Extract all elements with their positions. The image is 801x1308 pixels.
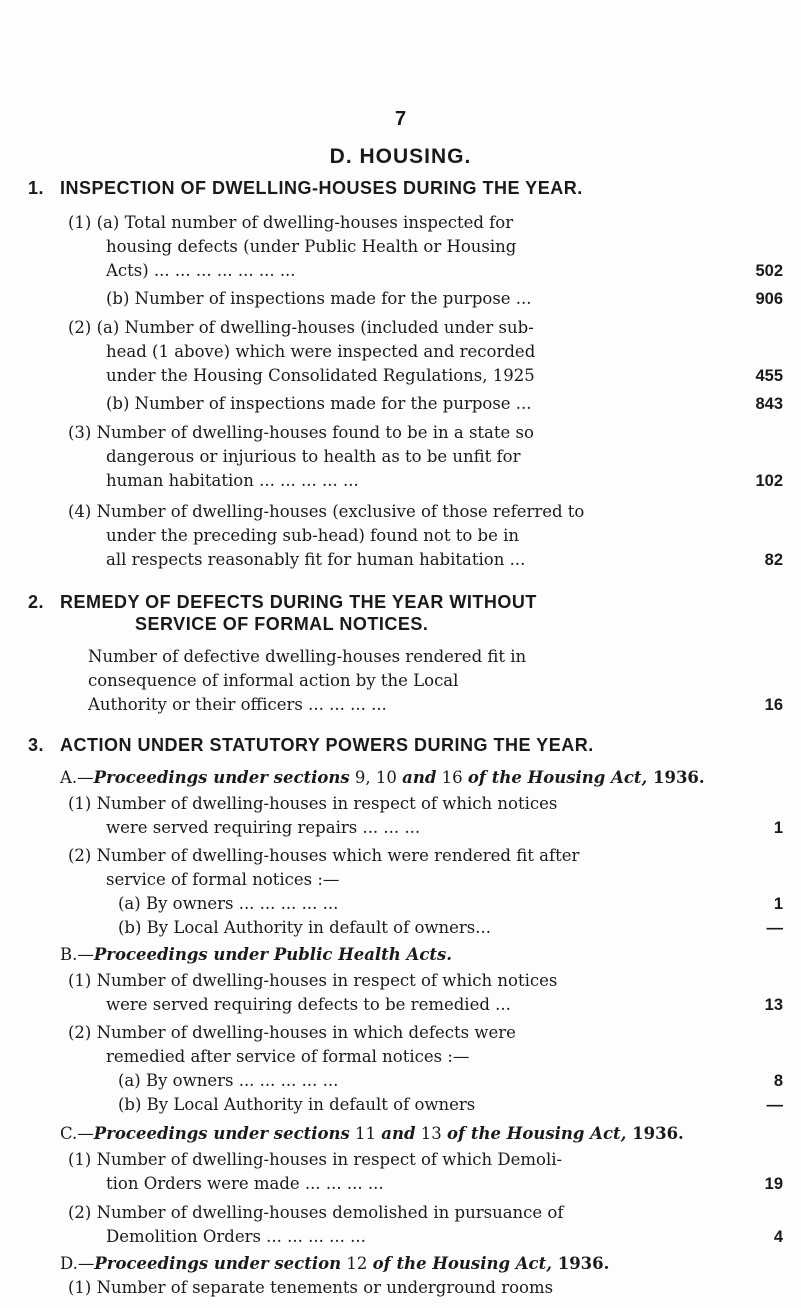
item-text: (b) By Local Authority in default of owners [118,1095,476,1114]
item-text: were served requiring defects to be remedied ... [106,995,511,1014]
item-text: Demolition Orders ... ... ... ... ... [106,1227,366,1246]
subsection-c-heading [60,1122,684,1146]
item-value: — [766,1096,783,1114]
item-value: — [766,919,783,937]
item-text: head (1 above) which were inspected and recorded [106,342,536,361]
italic-text: of the Housing Act, [467,768,648,787]
item-text: Acts) ... ... ... ... ... ... ... [106,261,296,280]
item-value: 19 [764,1175,783,1193]
item-text: Number of defective dwelling-houses rendered fit in [88,647,527,666]
item-value: 8 [773,1072,783,1090]
section-number: 1. [28,178,45,198]
page-title: D. HOUSING. [329,145,472,168]
item-value: 102 [755,472,783,490]
item-value: 502 [755,262,783,280]
item-value: 1 [773,895,783,913]
prefix: C.— [60,1124,94,1143]
item-value: 82 [764,551,783,569]
item-text: under the Housing Consolidated Regulations, 1925 [106,366,535,385]
italic-text: of the Housing Act, [447,1124,627,1143]
prefix: A.— [60,768,94,787]
item-text: (a) By owners ... ... ... ... ... [118,894,339,913]
item-text: were served requiring repairs ... ... ... [106,818,421,837]
item-text: (2) Number of dwelling-houses in which defects were [68,1023,516,1042]
item-text: consequence of informal action by the Local [88,671,459,690]
item-text: (2) (a) Number of dwelling-houses (included under sub- [68,318,534,337]
item-text: housing defects (under Public Health or Housing [106,237,517,256]
italic-text: Proceedings under sections [93,768,350,787]
item-value: 16 [764,696,783,714]
item-text: remedied after service of formal notices :— [106,1047,470,1066]
item-value: 455 [755,367,783,385]
item-text: (b) Number of inspections made for the purpose ... [106,289,532,308]
item-value: 1 [773,819,783,837]
subsection-b-heading [60,943,452,967]
item-value: 4 [773,1228,783,1246]
section-3-heading [28,735,594,756]
prefix: D.— [60,1254,95,1273]
prefix: B.— [60,945,94,964]
section-number: 2. [28,592,45,612]
item-text: (1) Number of dwelling-houses in respect of which Demoli- [68,1150,563,1169]
item-text: tion Orders were made ... ... ... ... [106,1174,384,1193]
page-number: 7 [394,108,407,130]
section-title: REMEDY OF DEFECTS DURING THE YEAR WITHOUT [60,592,537,612]
italic-text: and [402,768,437,787]
item-text: Authority or their officers ... ... ... ... [88,695,387,714]
text: 1936. [626,1124,684,1143]
italic-text: and [381,1124,416,1143]
italic-text: Proceedings under Public Health Acts. [93,945,453,964]
item-text: (1) Number of separate tenements or underground rooms [68,1278,554,1297]
item-text: (a) By owners ... ... ... ... ... [118,1071,339,1090]
text: 11 [349,1124,382,1143]
section-2-heading [28,592,537,613]
item-value: 843 [755,395,783,413]
item-text: (3) Number of dwelling-houses found to be in a state so [68,423,534,442]
section-number: 3. [28,735,45,755]
item-text: (1) (a) Total number of dwelling-houses inspected for [68,213,514,232]
item-value: 906 [755,290,783,308]
section-title: ACTION UNDER STATUTORY POWERS DURING THE YEAR. [60,735,594,755]
italic-text: Proceedings under section [94,1254,342,1273]
item-text: under the preceding sub-head) found not to be in [106,526,519,545]
text: 12 [341,1254,373,1273]
subsection-a-heading [60,766,705,790]
item-text: (b) Number of inspections made for the purpose ... [106,394,532,413]
italic-text: Proceedings under sections [93,1124,350,1143]
subsection-d-heading [60,1252,609,1276]
section-title: INSPECTION OF DWELLING-HOUSES DURING THE YEAR. [60,178,583,198]
text: 16 [436,768,468,787]
text: 1936. [647,768,705,787]
section-1-heading [28,178,583,199]
item-text: (2) Number of dwelling-houses which were rendered fit after [68,846,580,865]
text: 1936. [551,1254,610,1273]
text: 13 [415,1124,448,1143]
item-text: (4) Number of dwelling-houses (exclusive of those referred to [68,502,585,521]
text: 9, 10 [349,768,403,787]
item-text: service of formal notices :— [106,870,340,889]
item-text: (2) Number of dwelling-houses demolished in pursuance of [68,1203,564,1222]
item-text: all respects reasonably fit for human habitation ... [106,550,526,569]
item-text: dangerous or injurious to health as to be unfit for [106,447,521,466]
italic-text: of the Housing Act, [372,1254,552,1273]
item-text: (b) By Local Authority in default of owners... [118,918,491,937]
item-text: (1) Number of dwelling-houses in respect of which notices [68,971,558,990]
section-title-line-2: SERVICE OF FORMAL NOTICES. [135,614,429,634]
item-text: (1) Number of dwelling-houses in respect of which notices [68,794,558,813]
item-text: human habitation ... ... ... ... ... [106,471,359,490]
item-value: 13 [764,996,783,1014]
